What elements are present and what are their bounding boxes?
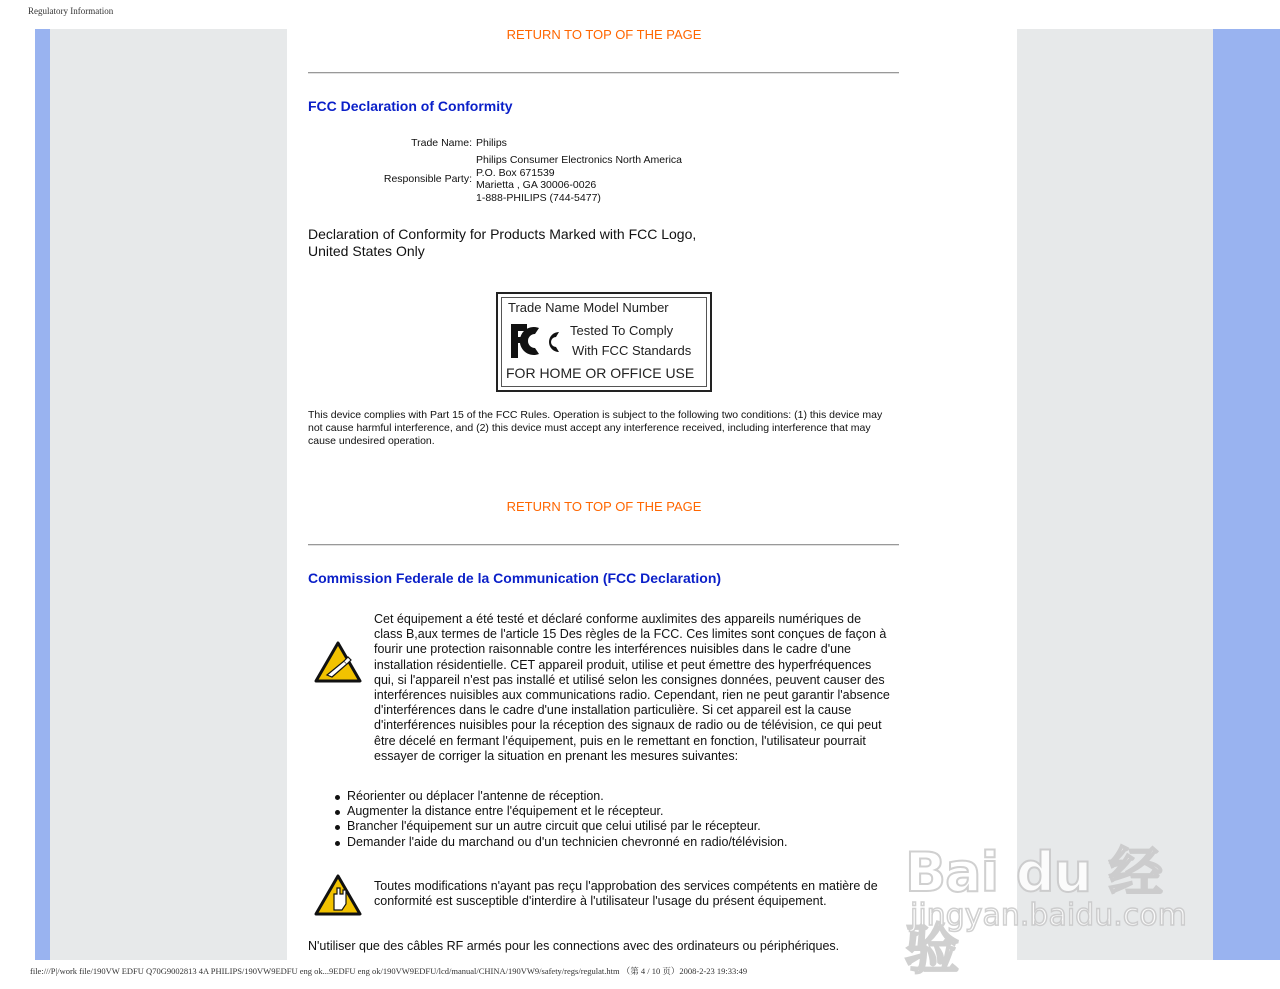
responsible-party-line: 1-888-PHILIPS (744-5477) xyxy=(476,192,601,205)
declaration-heading-line-1: Declaration of Conformity for Products Marked with FCC Logo, xyxy=(308,226,697,242)
declaration-heading-line-2: United States Only xyxy=(308,242,425,259)
fcc-logo-label xyxy=(496,292,712,392)
divider-1 xyxy=(308,72,899,74)
list-item: Brancher l'équipement sur un autre circuit que celui utilisé par le récepteur. xyxy=(334,819,787,834)
fcc-logo-line-1: Trade Name Model Number xyxy=(508,300,669,315)
divider-2 xyxy=(308,544,899,546)
fcc-logo-line-2: Tested To Comply xyxy=(570,323,674,338)
return-to-top-link-1[interactable]: RETURN TO TOP OF THE PAGE xyxy=(506,27,702,42)
declaration-heading xyxy=(308,226,728,259)
fcc-declaration-title: FCC Declaration of Conformity xyxy=(308,98,513,114)
list-item: Demander l'aide du marchand ou d'un technicien chevronné en radio/télévision. xyxy=(334,835,787,850)
right-blue-margin xyxy=(1213,29,1280,960)
trade-name-label: Trade Name: xyxy=(411,137,472,149)
fcc-compliance-text: This device complies with Part 15 of the FCC Rules. Operation is subject to the following two conditions: (1) this device may not cause harmful interference, and (2) this device must accept any interference received, including interference that may cause undesired operation. xyxy=(308,409,883,447)
responsible-party-value xyxy=(476,154,682,205)
french-paragraph-2: Toutes modifications n'ayant pas reçu l'approbation des services compétents en matière de conformité est susceptible d'interdire à l'utilisateur l'usage du présent équipement. xyxy=(374,879,878,909)
french-paragraph-1: Cet équipement a été testé et déclaré conforme auxlimites des appareils numériques de class B,aux termes de l'article 15 Des règles de la FCC. Ces limites sont conçues de façon à fourir une protection raisonnable contre les interférences nuisibles dans le cadre d'une installation résidentielle. CET appareil produit, utilise et peut émettre des hyperfréquences qui, si l'appareil n'est pas installé et utilisé selon les consignes données, peuvent causer des interférences nuisibles aux communications radio. Cependant, rien ne peut garantir l'absence d'interférences dans le cadre d'une installation particulière. Si cet appareil est la cause d'interférences nuisibles pour la réception des signaux de radio ou de télévision, ce qui peut être décelé en fermant l'équipement, puis en le remettant en fonction, l'utilisateur pourrait essayer de corriger la situation en prenant les mesures suivantes: xyxy=(374,612,890,763)
left-blue-margin xyxy=(35,29,50,960)
watermark-line-1: Bai du 经验 xyxy=(905,841,1162,981)
responsible-party-line: Marietta , GA 30006-0026 xyxy=(476,179,597,192)
warning-hand-icon xyxy=(314,874,362,916)
responsible-party-line: Philips Consumer Electronics North America xyxy=(476,154,682,166)
french-bullet-list xyxy=(334,789,787,850)
document-footer-path: file:///P|/work file/190VW EDFU Q70G9002813 4A PHILIPS/190VW9EDFU eng ok...9EDFU eng ok/190VW9EDFU/lcd/manual/CHINA/190VW9/safety/regs/regulat.htm （第 4 / 10 页）2008-2-23 19:33:49 xyxy=(30,966,748,976)
fcc-logo-icon xyxy=(509,322,561,360)
baidu-watermark xyxy=(905,790,1205,981)
watermark-line-2: jingyan.baidu.com xyxy=(910,898,1187,933)
fcc-logo-line-4: FOR HOME OR OFFICE USE xyxy=(506,365,695,381)
responsible-party-label: Responsible Party: xyxy=(383,173,472,185)
document-header-title: Regulatory Information xyxy=(28,6,114,16)
warning-hand-icon xyxy=(314,641,362,683)
trade-name-value: Philips xyxy=(476,137,507,149)
fcc-logo-line-3: With FCC Standards xyxy=(572,343,692,358)
list-item: Réorienter ou déplacer l'antenne de réception. xyxy=(334,789,787,804)
left-gray-panel xyxy=(50,29,287,960)
french-paragraph-3: N'utiliser que des câbles RF armés pour les connections avec des ordinateurs ou périphériques. xyxy=(308,939,840,953)
list-item: Augmenter la distance entre l'équipement et le récepteur. xyxy=(334,804,787,819)
return-to-top-link-2[interactable]: RETURN TO TOP OF THE PAGE xyxy=(506,499,702,514)
responsible-party-line: P.O. Box 671539 xyxy=(476,166,555,179)
fcc-french-title: Commission Federale de la Communication (FCC Declaration) xyxy=(308,570,722,586)
